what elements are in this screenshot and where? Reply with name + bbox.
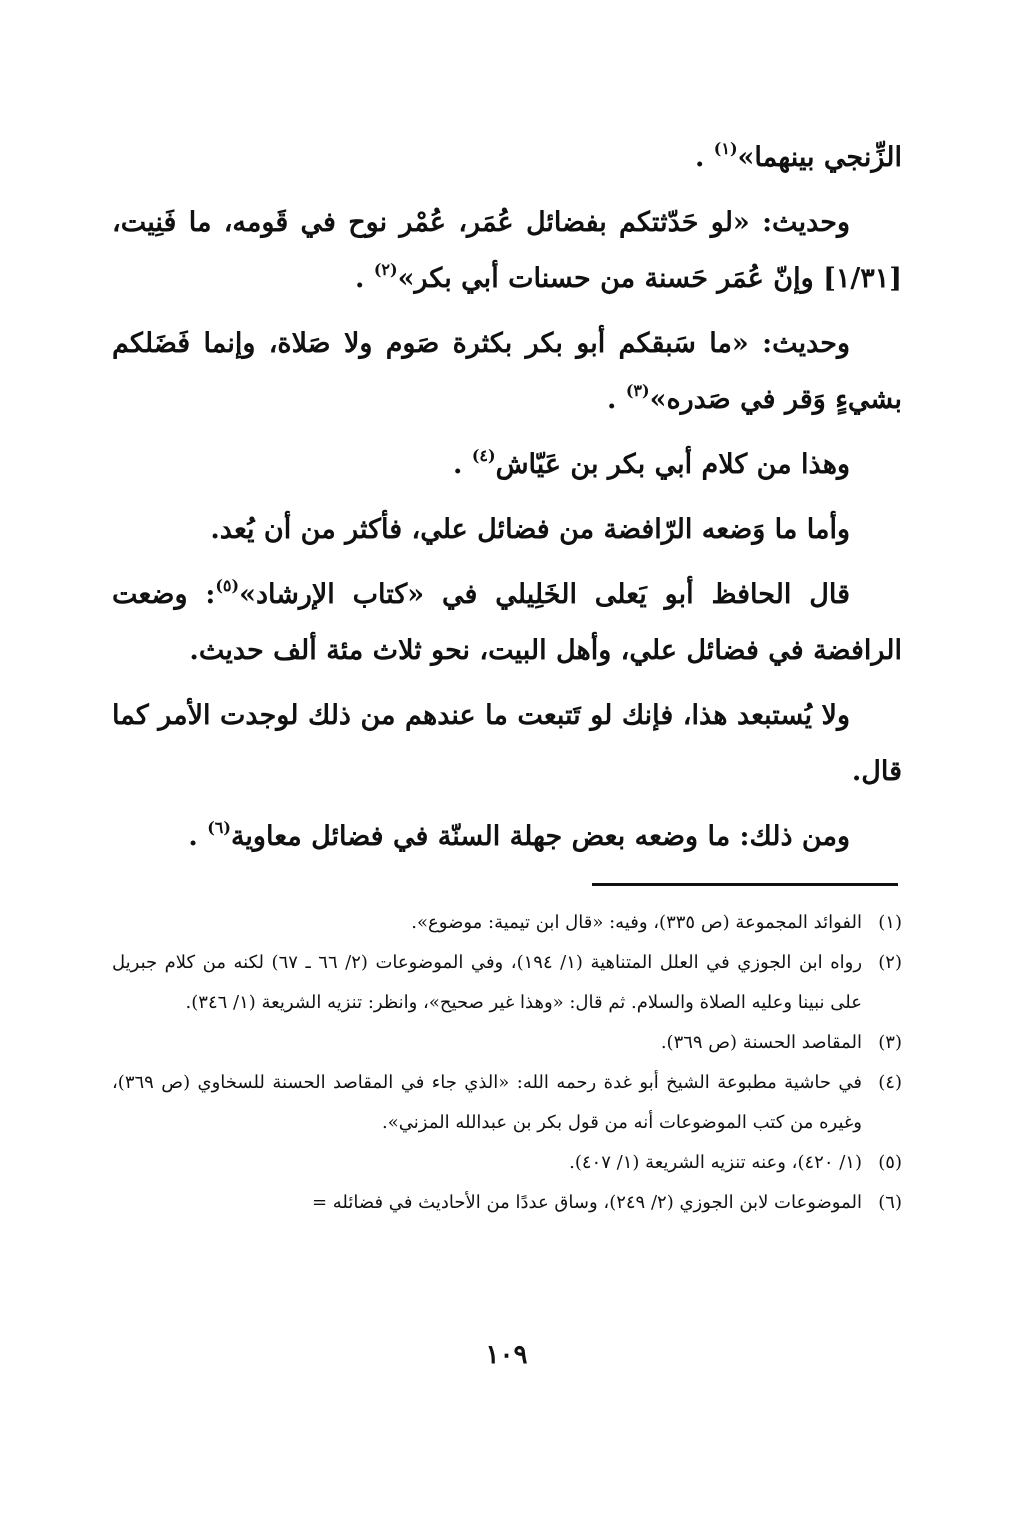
paragraph-text: الزِّنجي بينهما» [737,142,902,173]
footnote-number: (٦) [878,1192,902,1213]
footnote-separator [592,883,898,886]
paragraph-1 [112,130,902,186]
paragraph-end: . [607,384,626,415]
paragraph-end: . [453,449,472,480]
footnote-number: (١) [878,912,902,933]
footnote-1 [112,903,902,943]
footnotes [112,903,902,1223]
paragraph-text: ولا يُستبعد هذا، فإنك لو تَتبعت ما عندهم من ذلك لوجدت الأمر كما قال. [112,700,902,787]
footnote-number: (٥) [878,1152,902,1173]
footnote-3 [112,1023,902,1063]
footnote-ref-4: (٤) [471,446,496,465]
footnote-ref-6: (٦) [207,818,231,837]
paragraph-2 [112,195,902,307]
footnote-2 [112,943,902,1023]
footnote-text: المقاصد الحسنة (ص ٣٦٩). [660,1032,862,1053]
footnote-text: في حاشية مطبوعة الشيخ أبو غدة رحمه الله: «الذي جاء في المقاصد الحسنة للسخاوي (ص ٣٦٩)، وغيره من كتب الموضوعات أنه من قول بكر بن عبدالله المزني». [112,1072,862,1133]
footnote-text: (١/ ٤٢٠)، وعنه تنزيه الشريعة (١/ ٤٠٧). [569,1152,862,1173]
paragraph-text: ومن ذلك: ما وضعه بعض جهلة السنّة في فضائل معاوية [230,821,850,852]
footnote-ref-3: (٣) [625,381,650,400]
paragraph-text: وأما ما وَضعه الرّافضة من فضائل علي، فأكثر من أن يُعد. [210,514,850,545]
footnote-ref-2: (٢) [373,260,398,279]
paragraph-5 [112,502,902,558]
footnote-ref-5: (٥) [215,576,240,595]
paragraph-4 [112,437,902,493]
paragraph-text-continued: : وضعت الرافضة في فضائل علي، وأهل البيت، نحو ثلاث مئة ألف حديث. [112,579,902,666]
paragraph-8 [112,809,902,865]
paragraph-7 [112,688,902,800]
footnote-4 [112,1063,902,1143]
footnote-ref-1: (١) [713,139,738,158]
footnote-number: (٤) [878,1072,902,1093]
footnote-text: الفوائد المجموعة (ص ٣٣٥)، وفيه: «قال ابن تيمية: موضوع». [411,912,862,933]
paragraph-text: وحديث: «لو حَدّثتكم بفضائل عُمَر، عُمْر نوح في قَومه، ما فَنِيت، [١/٣١] وإنّ عُمَر حَسنة من حسنات أبي بكر» [112,207,902,294]
paragraph-6 [112,567,902,679]
footnote-text: رواه ابن الجوزي في العلل المتناهية (١/ ١٩٤)، وفي الموضوعات (٢/ ٦٦ ـ ٦٧) لكنه من كلام جبريل على نبينا وعليه الصلاة والسلام. ثم قال: «وهذا غير صحيح»، وانظر: تنزيه الشريعة (١/ ٣٤٦). [112,952,863,1013]
paragraph-end: . [694,142,714,173]
paragraph-text: وحديث: «ما سَبقكم أبو بكر بكثرة صَوم ولا صَلاة، وإنما فَضَلكم بشيءٍ وَقر في صَدره» [112,328,902,415]
footnote-5 [112,1143,902,1183]
footnote-text: الموضوعات لابن الجوزي (٢/ ٢٤٩)، وساق عددًا من الأحاديث في فضائله = [311,1192,862,1213]
paragraph-end: . [188,821,208,852]
paragraph-3 [112,316,902,428]
footnote-number: (٢) [878,952,902,973]
paragraph-end: . [355,263,374,294]
main-text [112,130,902,874]
paragraph-text: وهذا من كلام أبي بكر بن عَيّاش [495,449,850,480]
footnote-number: (٣) [878,1032,902,1053]
page-number: ١٠٩ [485,1340,528,1370]
paragraph-text: قال الحافظ أبو يَعلى الخَلِيلي في «كتاب الإرشاد» [239,579,850,610]
footnote-6 [112,1183,902,1223]
